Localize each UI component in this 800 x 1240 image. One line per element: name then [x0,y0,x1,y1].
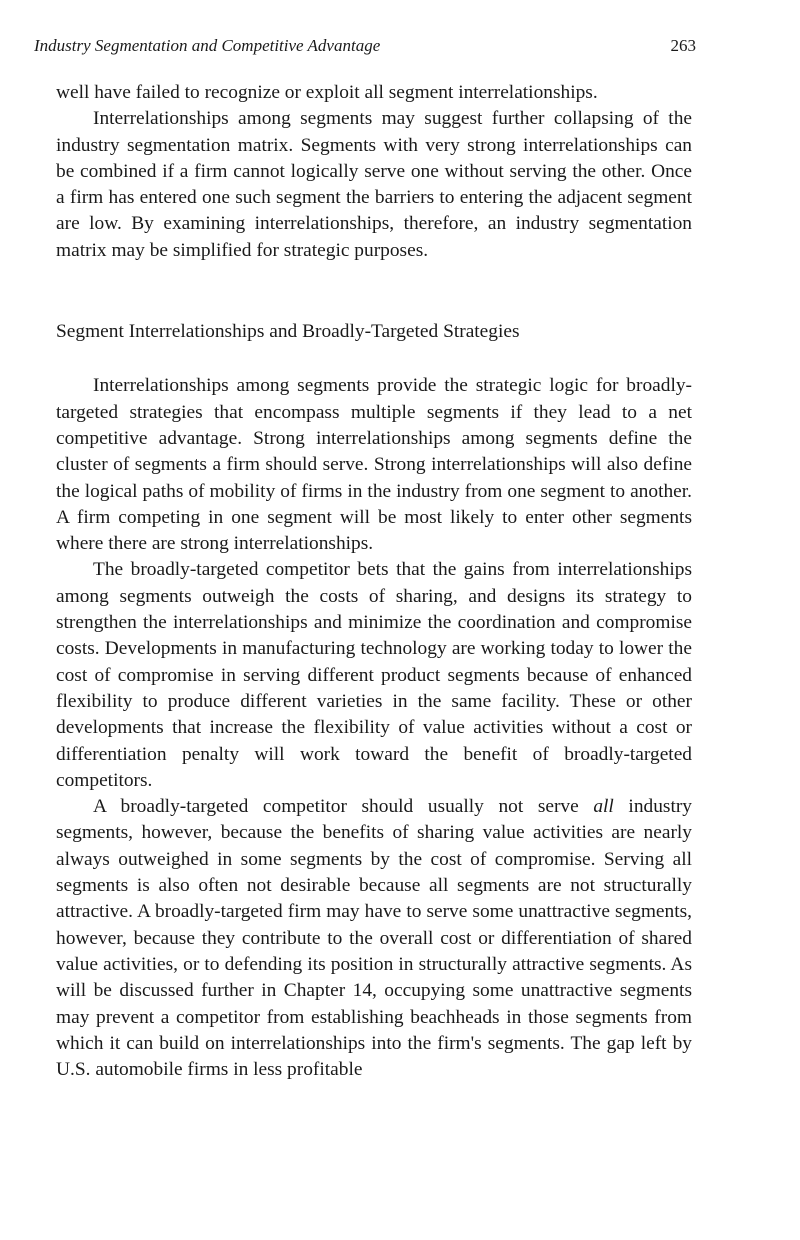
emphasis-all: all [593,796,614,818]
paragraph: Interrelationships among segments may suggest further collapsing of the industry segmentation matrix. Segments with very strong interrelationships can be combined if a firm cannot logically serve one without serving the other. Once a firm has entered one such segment the barriers to entering the adjacent segment are low. By examining interrelationships, therefore, an industry segmentation matrix may be simplified for strategic purposes. [56,108,692,261]
paragraph: Interrelationships among segments provide the strategic logic for broadly-targeted strategies that encompass multiple segments if they lead to a net competitive advantage. Strong interrelationships among segments define the cluster of segments a firm should serve. Strong interrelationships will also define the logical paths of mobility of firms in the industry from one segment to another. A firm competing in one segment will be most likely to enter other segments where there are strong interrelationships. [56,375,692,555]
paragraph-continued: well have failed to recognize or exploit all segment interrelationships. [56,82,598,103]
running-title: Industry Segmentation and Competitive Advantage [34,36,381,55]
body-text [56,80,692,1083]
running-head [34,36,696,56]
page-number: 263 [670,36,696,55]
section-heading: Segment Interrelationships and Broadly-Targeted Strategies [56,321,520,343]
paragraph: The broadly-targeted competitor bets that the gains from interrelationships among segments outweigh the costs of sharing, and designs its strategy to strengthen the interrelationships and minimize the coordination and compromise costs. Developments in manufacturing technology are working today to lower the cost of compromise in serving different product segments because of enhanced flexibility to produce different varieties in the same facility. These or other developments that increase the flexibility of value activities without a cost or differentiation penalty will work toward the benefit of broadly-targeted competitors. [56,559,692,791]
paragraph-text: industry segments, however, because the benefits of sharing value activities are nearly always outweighed in some segments by the cost of compromise. Serving all segments is also often not desirable because all segments are not structurally attractive. A broadly-targeted firm may have to serve some unattractive segments, however, because they contribute to the overall cost or differentiation of shared value activities, or to defending its position in structurally attractive segments. As will be discussed further in Chapter 14, occupying some unattractive segments may prevent a competitor from establishing beachheads in those segments from which it can build on interrelationships into the firm's segments. The gap left by U.S. automobile firms in less profitable [56,796,692,1081]
paragraph-text: A broadly-targeted competitor should usually not serve [93,796,594,818]
paragraph [56,794,692,1083]
